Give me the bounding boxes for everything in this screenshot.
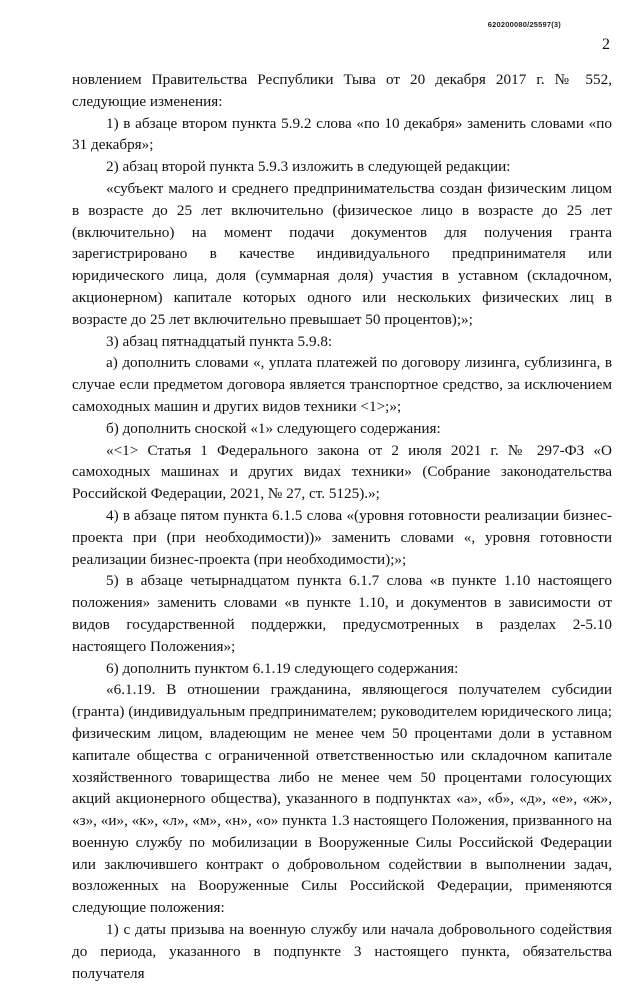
document-registration-number: 620200080/25597(3) bbox=[487, 20, 561, 29]
paragraph-continuation: новлением Правительства Республики Тыва от 20 декабря 2017 г. № 552, следующие изменения: bbox=[72, 71, 612, 110]
paragraph-amendment-4: 4) в абзаце пятом пункта 6.1.5 слова «(уровня готовности реализации бизнес-проекта при (при необходимости))» заменить словами «, уровня готовности реализации бизнес-проекта (при необходимости);»; bbox=[72, 506, 612, 568]
paragraph-amendment-3: 3) абзац пятнадцатый пункта 5.9.8: bbox=[106, 332, 333, 350]
paragraph-footnote-1: «<1> Статья 1 Федерального закона от 2 июля 2021 г. № 297-ФЗ «О самоходных машинах и других видах техники» (Собрание законодательства Российской Федерации, 2021, № 27, ст. 5125).»; bbox=[72, 441, 612, 503]
paragraph-quote-5-9-3: «субъект малого и среднего предпринимательства создан физическим лицом в возрасте до 25 лет включительно (физическое лицо в возрасте до 25 лет (включительно) на момент подачи документов для получения гранта зарегистрировано в качестве индивидуального предпринимателя или юридического лица, доля (суммарная доля) участия в уставном (складочном, акционерном) капитале которых одного или нескольких физических лиц в возрасте до 25 лет включительно превышает 50 процентов);»; bbox=[72, 179, 612, 328]
paragraph-subitem-1: 1) с даты призыва на военную службу или начала добровольного содействия до периода, указанного в подпункте 3 настоящего пункта, обязательства получателя bbox=[72, 921, 612, 982]
paragraph-amendment-3a: а) дополнить словами «, уплата платежей по договору лизинга, сублизинга, в случае если предметом договора является транспортное средство, за исключением самоходных машин и других видов техники <1>;»; bbox=[72, 354, 612, 415]
page-number: 2 bbox=[602, 36, 610, 53]
paragraph-amendment-1: 1) в абзаце втором пункта 5.9.2 слова «по 10 декабря» заменить словами «по 31 декабря»; bbox=[72, 114, 612, 154]
paragraph-amendment-3b: б) дополнить сноской «1» следующего содержания: bbox=[106, 419, 441, 437]
paragraph-amendment-5: 5) в абзаце четырнадцатом пункта 6.1.7 слова «в пункте 1.10 настоящего положения» заменить словами «в пункте 1.10, и документов в зависимости от видов государственной поддержки, предусмотренных в разделах 2-5.10 настоящего Положения»; bbox=[72, 572, 612, 655]
paragraph-amendment-2: 2) абзац второй пункта 5.9.3 изложить в следующей редакции: bbox=[106, 158, 511, 176]
paragraph-quote-6-1-19: «6.1.19. В отношении гражданина, являющегося получателем субсидии (гранта) (индивидуальным предпринимателем; руководителем юридического лица; физическим лицом, владеющим не менее чем 50 процентами доли в уставном капитале общества с ограниченной ответственностью или складочном капитале хозяйственного товарищества либо не менее чем 50 процентами голосующих акций акционерного общества), указанного в подпунктах «а», «б», «д», «е», «ж», «з», «и», «к», «л», «м», «н», «о» пункта 1.3 настоящего Положения, призванного на военную службу по мобилизации в Вооруженные Силы Российской Федерации или заключившего контракт о добровольном содействии в выполнении задач, возложенных на Вооруженные Силы Российской Федерации, применяются следующие положения: bbox=[72, 681, 612, 917]
paragraph-amendment-6: 6) дополнить пунктом 6.1.19 следующего содержания: bbox=[106, 659, 459, 677]
document-body bbox=[72, 69, 612, 984]
